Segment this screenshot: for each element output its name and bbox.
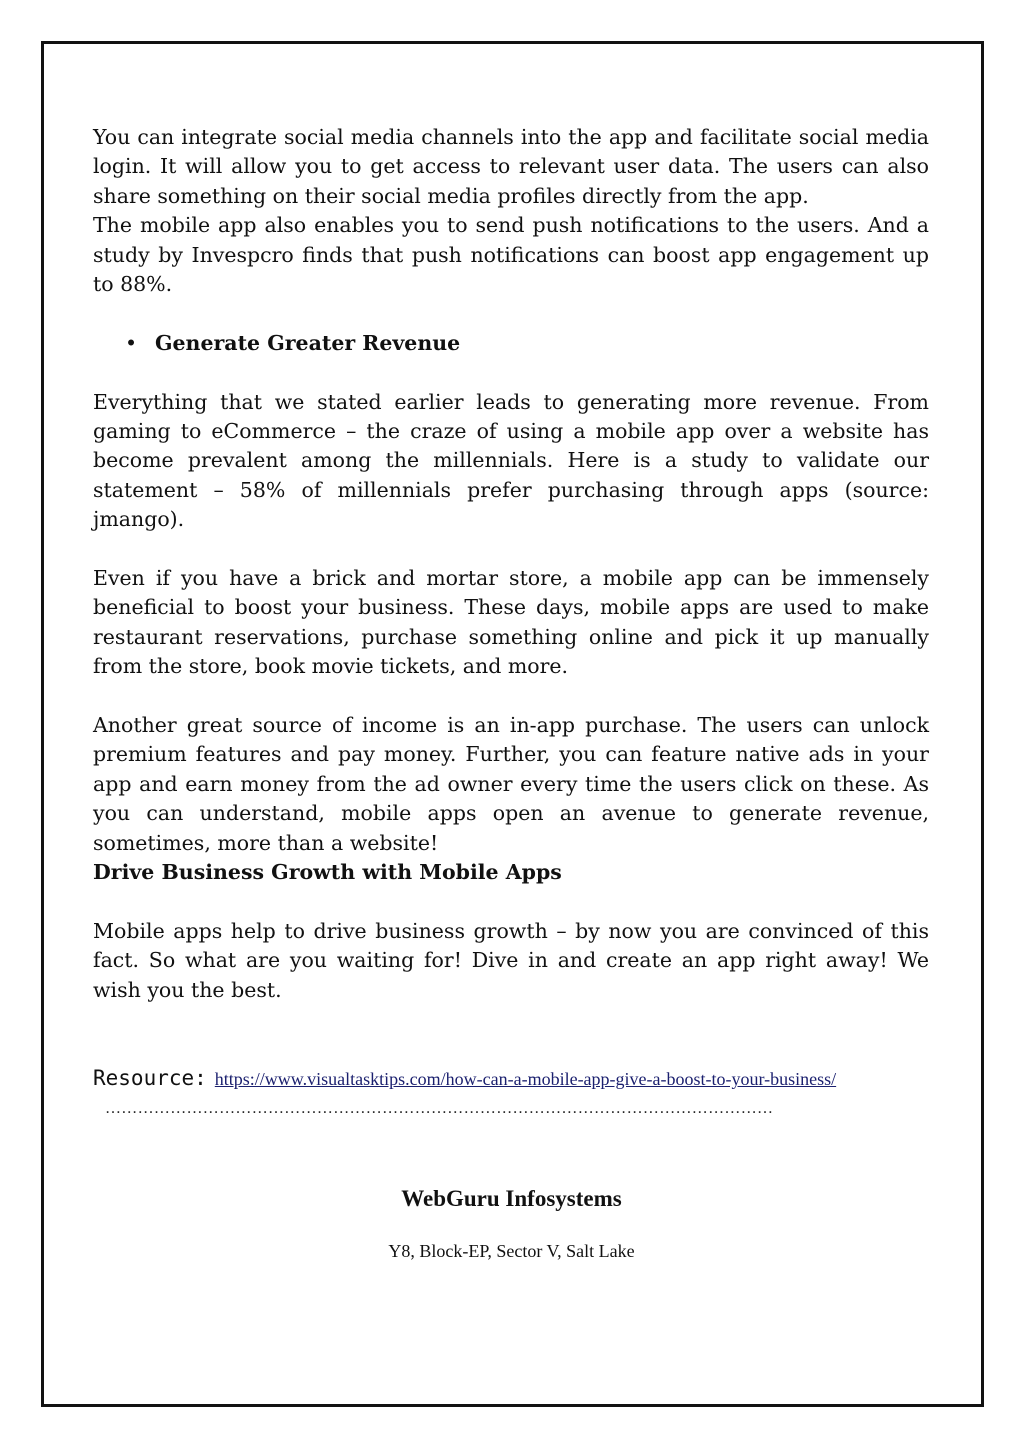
bullet-heading: Generate Greater Revenue [155,330,461,355]
bullet-item-generate-revenue [93,329,929,358]
paragraph-social-media: You can integrate social media channels into the app and facilitate social media login. It will allow you to get access to relevant user data. The users can also share something on their social media profiles directly from the app. [93,125,929,208]
paragraph-push-notifications: The mobile app also enables you to send push notifications to the users. And a study by Invespcro finds that push notifications can boost app engagement up to 88%. [93,213,929,297]
section-heading: Drive Business Growth with Mobile Apps [93,860,562,885]
resource-link[interactable]: https://www.visualtasktips.com/how-can-a-mobile-app-give-a-boost-to-your-business/ [214,1069,837,1089]
paragraph-in-app-purchase: Another great source of income is an in-app purchase. The users can unlock premium features and pay money. Further, you can feature native ads in your app and earn money from the ad owner every time the users click on these. As you can understand, mobile apps open an avenue to generate revenue, sometimes, more than a website! [93,713,929,855]
bullet-icon: • [125,330,138,355]
paragraph-brick-mortar: Even if you have a brick and mortar store, a mobile app can be immensely beneficial to boost your business. These days, mobile apps are used to make restaurant reservations, purchase something online and pick it up manually from the store, book movie tickets, and more. [93,566,929,679]
document-body [93,123,929,1005]
company-name: WebGuru Infosystems [401,1186,622,1211]
dotted-divider: …………………………………………………………………………………………………………… [105,1100,774,1117]
resource-line [93,1066,933,1090]
paragraph-revenue: Everything that we stated earlier leads to generating more revenue. From gaming to eCommerce – the craze of using a mobile app over a website has become prevalent among the millennials. Here is a study to validate our statement – 58% of millennials prefer purchasing through apps (source: jmango). [93,389,929,532]
paragraph-conclusion: Mobile apps help to drive business growth – by now you are convinced of this fact. So what are you waiting for! Dive in and create an app right away! We wish you the best. [93,918,929,1002]
company-address: Y8, Block-EP, Sector V, Salt Lake [388,1241,635,1261]
bullet-list [93,329,929,358]
resource-label: Resource: [93,1066,207,1090]
